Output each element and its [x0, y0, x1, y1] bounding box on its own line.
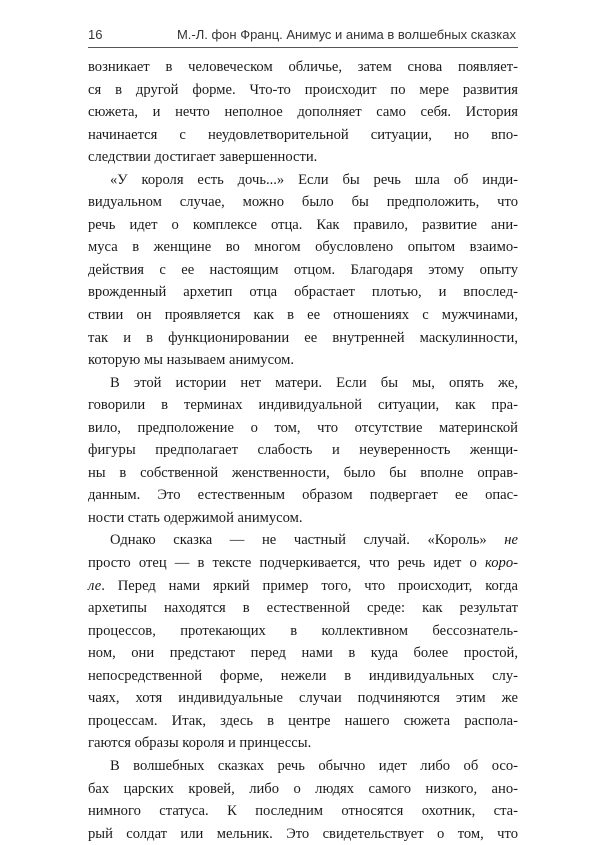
- text-line: данным. Это естественным образом подвергает ее опас-: [88, 487, 518, 504]
- text-line: речь идет о комплексе отца. Как правило, развитие ани-: [88, 216, 518, 233]
- header-rule: [88, 47, 518, 48]
- emphasis-ne: не: [504, 532, 518, 549]
- text-line: [88, 575, 518, 598]
- text-line: рый солдат или мельник. Это свидетельствует о том, что: [88, 825, 518, 842]
- text-line: [88, 552, 518, 575]
- text-line: бах царских кровей, либо о людях самого низкого, ано-: [88, 780, 518, 797]
- emphasis-koro: коро-: [484, 555, 518, 572]
- text-line: сюжета, и нечто неполное дополняет само себя. История: [88, 104, 518, 121]
- line-fragment: Однако сказка — не частный случай. «Король»: [110, 532, 505, 549]
- text-line: которую мы называем анимусом.: [88, 352, 294, 369]
- text-line: непосредственной форме, нежели в индивидуальных слу-: [88, 667, 518, 684]
- body-text: [88, 56, 518, 845]
- text-line: врожденный архетип отца обрастает плотью, и впослед-: [88, 284, 518, 301]
- text-line: ствии он проявляется как в ее отношениях с мужчинами,: [88, 307, 518, 324]
- text-line: муса в женщине во многом обусловлено опытом взаимо-: [88, 239, 518, 256]
- line-fragment: просто отец — в тексте подчеркивается, что речь идет о: [88, 555, 485, 572]
- text-line: «У короля есть дочь...» Если бы речь шла об инди-: [110, 171, 518, 188]
- text-line: ности стать одержимой анимусом.: [88, 509, 303, 526]
- line-fragment: . Перед нами яркий пример того, что происходит, когда: [101, 577, 518, 594]
- text-line: начинается с неудовлетворительной ситуации, но впо-: [88, 126, 518, 143]
- text-line: ны в собственной женственности, было бы вполне оправ-: [88, 464, 518, 481]
- text-line: В этой истории нет матери. Если бы мы, опять же,: [110, 374, 518, 391]
- running-title: М.-Л. фон Франц. Анимус и анима в волшебных сказках: [176, 27, 516, 42]
- text-line: вило, предположение о том, что отсутствие материнской: [88, 419, 518, 436]
- text-line: ном, они предстают перед нами в куда более простой,: [88, 645, 518, 662]
- running-header: [88, 23, 516, 45]
- text-line: архетипы находятся в естественной среде: как результат: [88, 600, 518, 617]
- emphasis-le: ле: [88, 577, 102, 594]
- text-line: [88, 529, 518, 552]
- text-line: следствии достигает завершенности.: [88, 149, 318, 166]
- text-line: гаются образы короля и принцессы.: [88, 735, 312, 752]
- text-line: фигуры предполагает слабость и неуверенность женщи-: [88, 442, 518, 459]
- paragraph-1: [88, 56, 518, 169]
- text-line: ся в другой форме. Что-то происходит по мере развития: [88, 81, 518, 98]
- text-line: нимного статуса. К последним относятся охотник, ста-: [88, 803, 518, 820]
- page-number: 16: [88, 27, 103, 42]
- text-line: действия с ее настоящим отцом. Благодаря этому опыту: [88, 261, 518, 278]
- paragraph-3: [88, 372, 518, 530]
- text-line: так и в функционировании ее внутренней маскулинности,: [88, 329, 518, 346]
- text-line: В волшебных сказках речь обычно идет либо об осо-: [110, 757, 518, 774]
- text-line: видуальном случае, можно было бы предположить, что: [88, 194, 518, 211]
- paragraph-2: [88, 169, 518, 372]
- paragraph-4: [88, 529, 518, 754]
- text-line: возникает в человеческом обличье, затем снова появляет-: [88, 59, 518, 75]
- text-line: чаях, хотя индивидуальные случаи подчиняются этим же: [88, 690, 518, 707]
- paragraph-5: [88, 755, 518, 845]
- text-line: процессам. Итак, здесь в центре нашего сюжета распола-: [88, 712, 518, 729]
- text-line: говорили в терминах индивидуальной ситуации, как пра-: [88, 397, 518, 414]
- text-line: процессов, протекающих в коллективном бессознатель-: [88, 622, 518, 639]
